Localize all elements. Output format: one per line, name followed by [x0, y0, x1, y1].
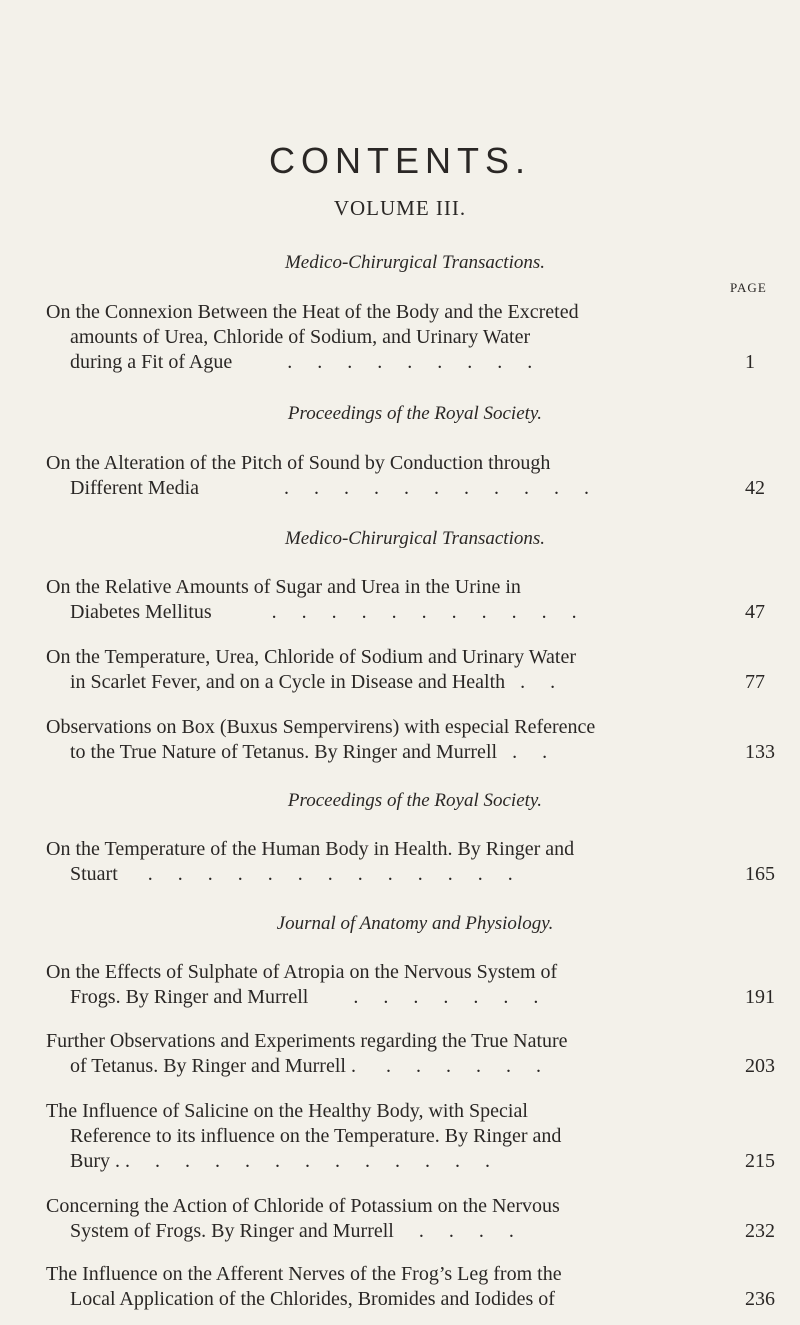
page-number: 203	[745, 1055, 775, 1077]
entry-line: Different Media	[70, 477, 200, 499]
toc-entry[interactable]	[46, 451, 736, 501]
toc-entry[interactable]	[46, 715, 736, 765]
toc-entry[interactable]	[46, 300, 736, 375]
section-heading: Proceedings of the Royal Society.	[287, 403, 543, 424]
leader-dots: . . . . . . . . .	[287, 351, 543, 373]
page-number: 42	[745, 477, 765, 499]
entry-line: On the Temperature, Urea, Chloride of Sodium and Urinary Water	[46, 646, 576, 668]
toc-entry[interactable]	[46, 837, 736, 887]
entry-line: in Scarlet Fever, and on a Cycle in Disease and Health	[70, 671, 506, 693]
entry-line: Diabetes Mellitus	[70, 601, 212, 623]
toc-entry[interactable]	[46, 1262, 736, 1312]
entry-line: Bury .	[70, 1150, 120, 1172]
leader-dots: . . . . . . . . . . . . .	[147, 863, 523, 885]
page-number: 1	[745, 351, 755, 373]
toc-entry[interactable]	[46, 960, 736, 1010]
entry-line: On the Temperature of the Human Body in Health. By Ringer and	[46, 838, 575, 860]
entry-line: Further Observations and Experiments regarding the True Nature	[46, 1030, 568, 1052]
toc-entry[interactable]	[46, 575, 736, 625]
entry-line: Concerning the Action of Chloride of Potassium on the Nervous	[46, 1195, 560, 1217]
leader-dots: . . . .	[418, 1220, 524, 1242]
page-title: CONTENTS.	[268, 140, 531, 181]
volume-heading: VOLUME III.	[333, 196, 467, 220]
entry-line: The Influence of Salicine on the Healthy Body, with Special	[46, 1100, 528, 1122]
page-number: 77	[745, 671, 765, 693]
section-heading: Medico-Chirurgical Transactions.	[284, 528, 546, 549]
entry-line: Local Application of the Chlorides, Bromides and Iodides of	[70, 1288, 555, 1310]
entry-line: The Influence on the Afferent Nerves of the Frog’s Leg from the	[46, 1263, 562, 1285]
section-heading: Journal of Anatomy and Physiology.	[276, 913, 554, 934]
page-number: 215	[745, 1150, 775, 1172]
entry-line: On the Connexion Between the Heat of the Body and the Excreted	[46, 301, 579, 323]
page-number: 133	[745, 741, 775, 763]
entry-line: to the True Nature of Tetanus. By Ringer and Murrell	[70, 741, 498, 763]
entry-line: Observations on Box (Buxus Sempervirens) with especial Reference	[46, 716, 596, 738]
entry-line: during a Fit of Ague	[70, 351, 233, 373]
entry-line: System of Frogs. By Ringer and Murrell	[70, 1220, 394, 1242]
entry-line: of Tetanus. By Ringer and Murrell .	[70, 1055, 356, 1077]
toc-entry[interactable]	[46, 1099, 736, 1174]
leader-dots: . . . . . . . . . . .	[284, 477, 600, 499]
page-number: 236	[745, 1288, 775, 1310]
page-column-label: PAGE	[730, 280, 767, 295]
leader-dots: . . . . . . .	[353, 986, 549, 1008]
entry-line: On the Alteration of the Pitch of Sound by Conduction through	[46, 452, 551, 474]
leader-dots: . . . . . .	[385, 1055, 551, 1077]
page-number: 47	[745, 601, 765, 623]
leader-dots: . .	[512, 741, 558, 763]
entry-line: On the Effects of Sulphate of Atropia on the Nervous System of	[46, 961, 558, 983]
entry-line: Stuart	[70, 863, 118, 885]
toc-entry[interactable]	[46, 645, 736, 695]
entry-line: Frogs. By Ringer and Murrell	[70, 986, 309, 1008]
entry-line: On the Relative Amounts of Sugar and Urea in the Urine in	[46, 576, 521, 598]
toc-entry[interactable]	[46, 1194, 736, 1244]
entry-line: Reference to its influence on the Temperature. By Ringer and	[70, 1125, 562, 1147]
entry-line: amounts of Urea, Chloride of Sodium, and Urinary Water	[70, 326, 531, 348]
page-number: 232	[745, 1220, 775, 1242]
leader-dots: . . . . . . . . . . . . .	[125, 1150, 500, 1172]
leader-dots: . . . . . . . . . . .	[271, 601, 587, 623]
page-number: 165	[745, 863, 775, 885]
leader-dots: . .	[520, 671, 566, 693]
section-heading: Proceedings of the Royal Society.	[287, 790, 543, 811]
section-heading: Medico-Chirurgical Transactions.	[284, 252, 546, 273]
toc-entry[interactable]	[46, 1029, 736, 1079]
page-number: 191	[745, 986, 775, 1008]
